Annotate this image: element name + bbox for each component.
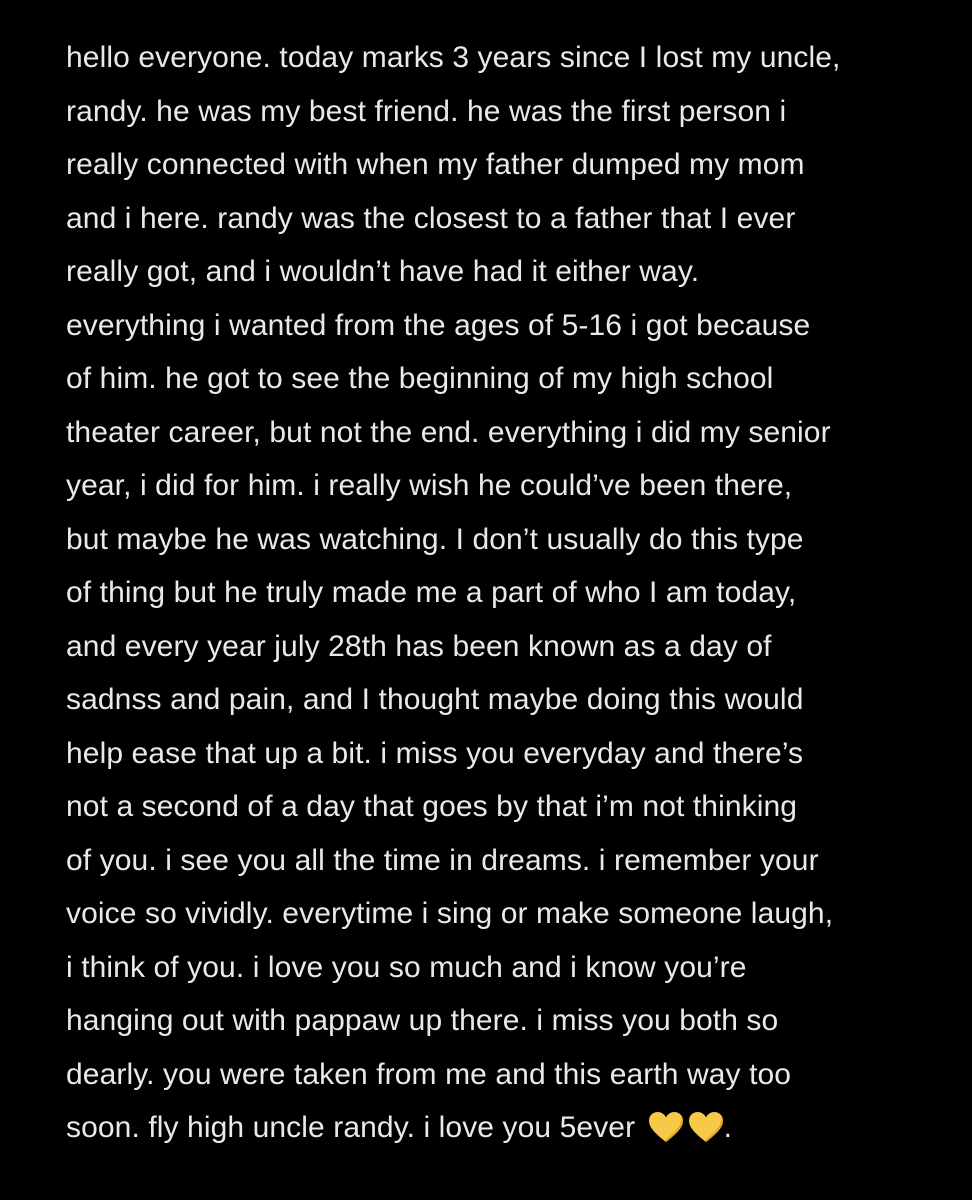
note-line: hanging out with pappaw up there. i miss you both so — [66, 1004, 779, 1037]
note-line: but maybe he was watching. I don’t usually do this type — [66, 522, 804, 556]
note-line: really got, and i wouldn’t have had it either way. — [66, 255, 700, 288]
note-line: hello everyone. today marks 3 years since I lost my uncle, — [66, 41, 841, 74]
note-line: theater career, but not the end. everything i did my senior — [66, 415, 831, 449]
note-line: of you. i see you all the time in dreams. i remember your — [66, 843, 819, 877]
note-line: randy. he was my best friend. he was the first person i — [66, 94, 787, 128]
note-line: everything i wanted from the ages of 5-16 i got because — [66, 308, 811, 342]
note-line: year, i did for him. i really wish he could’ve been there, — [66, 469, 793, 502]
yellow-heart-icon — [648, 1111, 684, 1143]
note-line: of him. he got to see the beginning of my high school — [66, 362, 774, 395]
note-line: voice so vividly. everytime i sing or make someone laugh, — [66, 897, 834, 930]
note-line: sadnss and pain, and I thought maybe doing this would — [66, 683, 804, 716]
note-line: and every year july 28th has been known as a day of — [66, 629, 772, 663]
note-line: dearly. you were taken from me and this earth way too — [66, 1057, 792, 1091]
note-body — [66, 31, 946, 1155]
note-last-line-end: . — [723, 1111, 733, 1144]
yellow-heart-icon — [688, 1111, 724, 1143]
note-line: and i here. randy was the closest to a father that I ever — [66, 201, 796, 235]
note-last-line-text: soon. fly high uncle randy. i love you 5ever — [66, 1111, 636, 1144]
note-line: really connected with when my father dumped my mom — [66, 148, 805, 181]
note-line: i think of you. i love you so much and i know you’re — [66, 950, 747, 984]
note-line: help ease that up a bit. i miss you everyday and there’s — [66, 736, 804, 770]
note-line: of thing but he truly made me a part of who I am today, — [66, 576, 797, 609]
note-line: not a second of a day that goes by that i’m not thinking — [66, 790, 798, 823]
note-last-line — [66, 1101, 946, 1155]
